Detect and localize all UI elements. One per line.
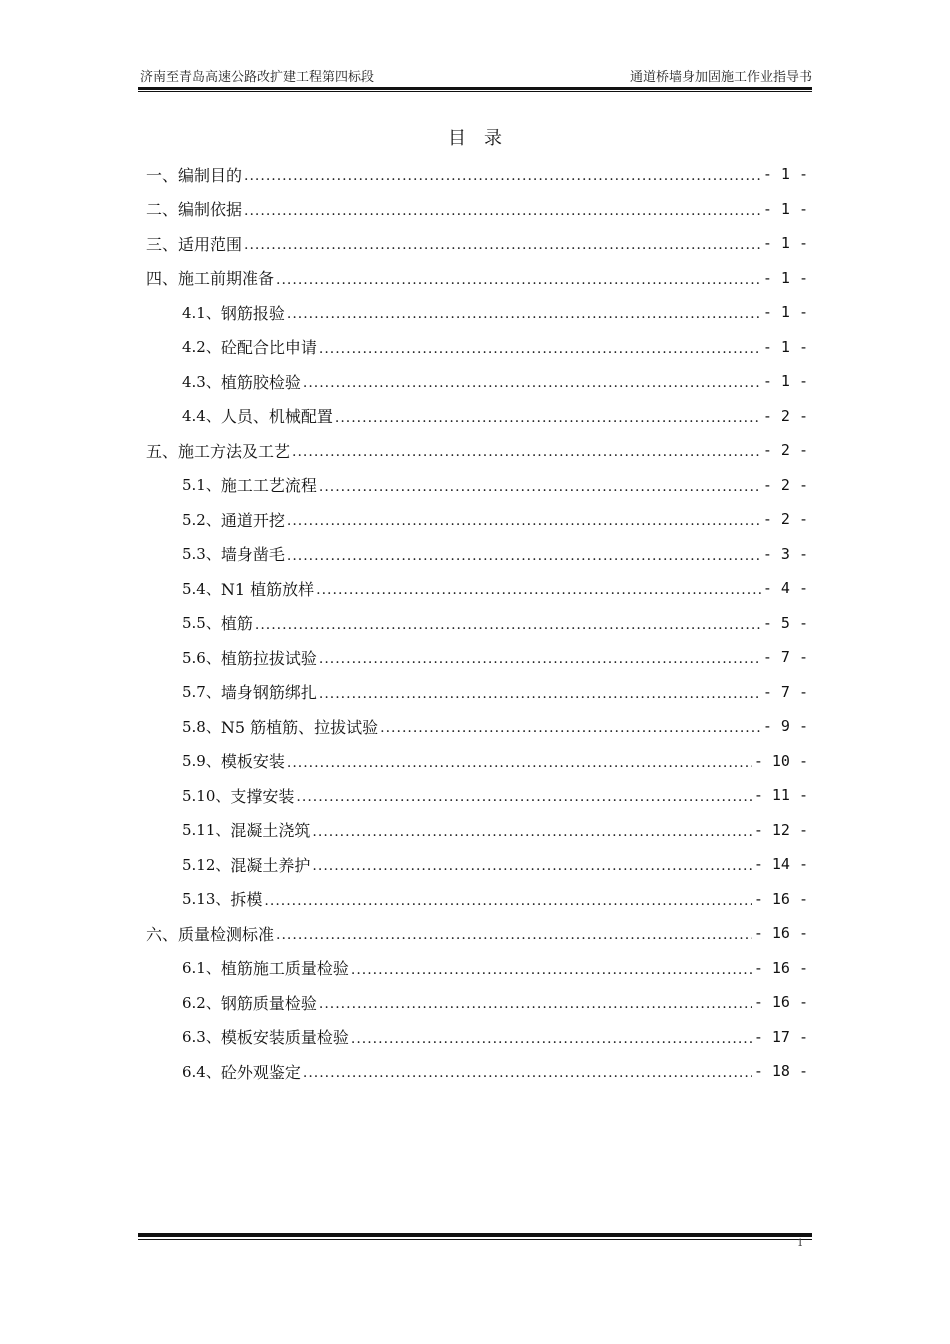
toc-entry-number: 二、 xyxy=(146,200,179,220)
toc-entry[interactable] xyxy=(146,364,808,399)
toc-entry-page: - 9 - xyxy=(762,717,808,736)
toc-entry[interactable] xyxy=(146,1020,808,1055)
toc-entry[interactable] xyxy=(146,847,808,882)
toc-dot-leader xyxy=(351,962,752,978)
toc-entry-number: 6.3、 xyxy=(182,1028,221,1047)
toc-entry-page: - 16 - xyxy=(753,993,808,1012)
toc-entry-number: 5.4、 xyxy=(182,579,221,598)
toc-entry-number: 5.6、 xyxy=(182,648,221,667)
toc-entry-number: 5.13、 xyxy=(182,890,231,909)
toc-entry[interactable] xyxy=(146,813,808,848)
toc-entry-label: 编制依据 xyxy=(178,200,243,220)
toc-entry-number: 4.4、 xyxy=(182,407,221,426)
toc-entry[interactable] xyxy=(146,295,808,330)
toc-dot-leader xyxy=(244,203,761,219)
toc-entry-label: 编制目的 xyxy=(178,165,243,185)
toc-dot-leader xyxy=(319,341,761,357)
toc-entry-label: 模板安装质量检验 xyxy=(220,1028,349,1048)
toc-dot-leader xyxy=(276,272,761,288)
toc-entry-page: - 4 - xyxy=(762,579,808,598)
toc-dot-leader xyxy=(312,858,751,874)
toc-entry[interactable] xyxy=(146,330,808,365)
toc-dot-leader xyxy=(335,410,761,426)
footer-page-number: 1 xyxy=(797,1238,804,1249)
toc-entry-label: 施工前期准备 xyxy=(178,269,275,289)
toc-entry-label: 混凝土养护 xyxy=(230,855,311,875)
toc-entry[interactable] xyxy=(146,744,808,779)
toc-entry-number: 4.2、 xyxy=(182,338,221,357)
toc-entry-page: - 16 - xyxy=(753,924,808,943)
toc-entry-label: 墙身凿毛 xyxy=(220,545,285,565)
toc-entry-number: 5.12、 xyxy=(182,855,231,874)
toc-entry-number: 4.3、 xyxy=(182,372,221,391)
toc-entry[interactable] xyxy=(146,399,808,434)
toc-entry-page: - 1 - xyxy=(762,337,808,356)
toc-entry-number: 五、 xyxy=(146,441,179,461)
toc-entry-page: - 16 - xyxy=(753,958,808,977)
header-rule-thin xyxy=(138,91,812,92)
toc-entry[interactable] xyxy=(146,640,808,675)
toc-dot-leader xyxy=(255,617,761,633)
footer-rule xyxy=(138,1233,812,1237)
toc-entry-label: 钢筋报验 xyxy=(220,303,285,323)
toc-entry-label: 植筋 xyxy=(220,614,253,634)
toc-dot-leader xyxy=(287,513,761,529)
toc-entry-page: - 1 - xyxy=(762,372,808,391)
toc-entry-label: 质量检测标准 xyxy=(178,924,275,944)
toc-entry-label: 植筋拉拔试验 xyxy=(220,648,317,668)
toc-entry-page: - 2 - xyxy=(762,441,808,460)
toc-entry-number: 5.9、 xyxy=(182,752,221,771)
toc-entry-label: 适用范围 xyxy=(178,234,243,254)
toc-entry-number: 6.2、 xyxy=(182,993,221,1012)
toc-entry-page: - 11 - xyxy=(753,786,808,805)
toc-entry[interactable] xyxy=(146,468,808,503)
toc-dot-leader xyxy=(303,1065,752,1081)
toc-entry[interactable] xyxy=(146,261,808,296)
toc-entry[interactable] xyxy=(146,778,808,813)
toc-entry-page: - 2 - xyxy=(762,475,808,494)
toc-entry-page: - 12 - xyxy=(753,820,808,839)
toc-entry-number: 5.5、 xyxy=(182,614,221,633)
toc-entry-label: N1 植筋放样 xyxy=(220,579,315,599)
toc-entry[interactable] xyxy=(146,882,808,917)
toc-entry-label: 钢筋质量检验 xyxy=(220,993,317,1013)
toc-dot-leader xyxy=(319,686,761,702)
toc-entry-page: - 1 - xyxy=(762,268,808,287)
toc-entry[interactable] xyxy=(146,709,808,744)
toc-entry-number: 四、 xyxy=(146,269,179,289)
toc-entry[interactable] xyxy=(146,916,808,951)
toc-entry-label: N5 筋植筋、拉拔试验 xyxy=(220,717,379,737)
header-document-title: 通道桥墙身加固施工作业指导书 xyxy=(629,70,812,85)
toc-entry[interactable] xyxy=(146,157,808,192)
toc-entry[interactable] xyxy=(146,192,808,227)
toc-dot-leader xyxy=(244,168,761,184)
toc-entry[interactable] xyxy=(146,537,808,572)
toc-dot-leader xyxy=(296,789,751,805)
toc-dot-leader xyxy=(303,375,761,391)
toc-dot-leader xyxy=(244,237,761,253)
toc-dot-leader xyxy=(312,824,751,840)
toc-entry-page: - 1 - xyxy=(762,199,808,218)
toc-entry-page: - 7 - xyxy=(762,648,808,667)
toc-entry[interactable] xyxy=(146,226,808,261)
toc-entry-page: - 1 - xyxy=(762,303,808,322)
toc-entry-label: 拆模 xyxy=(230,890,263,910)
toc-entry[interactable] xyxy=(146,675,808,710)
toc-dot-leader xyxy=(276,927,752,943)
toc-entry-page: - 7 - xyxy=(762,682,808,701)
toc-entry-page: - 16 - xyxy=(753,889,808,908)
toc-entry-label: 通道开挖 xyxy=(220,510,285,530)
toc-entry-number: 5.11、 xyxy=(182,821,231,840)
toc-entry-page: - 1 - xyxy=(762,234,808,253)
toc-entry-label: 砼配合比申请 xyxy=(220,338,317,358)
toc-entry-page: - 17 - xyxy=(753,1027,808,1046)
toc-dot-leader xyxy=(319,996,752,1012)
toc-entry-number: 6.1、 xyxy=(182,959,221,978)
footer-rule-thin xyxy=(138,1239,812,1240)
toc-entry[interactable] xyxy=(146,951,808,986)
page-header xyxy=(140,66,812,88)
toc-entry-page: - 3 - xyxy=(762,544,808,563)
table-of-contents xyxy=(146,157,808,1089)
toc-entry-label: 砼外观鉴定 xyxy=(220,1062,301,1082)
header-rule xyxy=(138,87,812,90)
toc-entry-page: - 18 - xyxy=(753,1062,808,1081)
toc-entry-number: 5.10、 xyxy=(182,786,231,805)
toc-entry-number: 5.3、 xyxy=(182,545,221,564)
toc-dot-leader xyxy=(319,479,761,495)
toc-title: 目录 xyxy=(448,128,520,149)
toc-entry-number: 六、 xyxy=(146,924,179,944)
toc-entry-label: 支撑安装 xyxy=(230,786,295,806)
toc-dot-leader xyxy=(287,306,761,322)
toc-entry[interactable] xyxy=(146,571,808,606)
toc-entry-label: 混凝土浇筑 xyxy=(230,821,311,841)
toc-entry-number: 5.2、 xyxy=(182,510,221,529)
toc-entry-number: 5.8、 xyxy=(182,717,221,736)
toc-dot-leader xyxy=(316,582,761,598)
header-project-title: 济南至青岛高速公路改扩建工程第四标段 xyxy=(140,70,375,85)
toc-entry-label: 施工方法及工艺 xyxy=(178,441,291,461)
toc-entry-page: - 2 - xyxy=(762,406,808,425)
toc-entry[interactable] xyxy=(146,433,808,468)
toc-entry[interactable] xyxy=(146,985,808,1020)
toc-entry-number: 6.4、 xyxy=(182,1062,221,1081)
toc-entry-page: - 2 - xyxy=(762,510,808,529)
toc-dot-leader xyxy=(292,444,761,460)
toc-entry-label: 植筋施工质量检验 xyxy=(220,959,349,979)
toc-entry-label: 人员、机械配置 xyxy=(220,407,333,427)
toc-entry-number: 5.1、 xyxy=(182,476,221,495)
toc-entry-number: 三、 xyxy=(146,234,179,254)
toc-entry-page: - 10 - xyxy=(753,751,808,770)
toc-entry[interactable] xyxy=(146,606,808,641)
toc-entry-label: 施工工艺流程 xyxy=(220,476,317,496)
toc-dot-leader xyxy=(380,720,761,736)
toc-entry-number: 4.1、 xyxy=(182,303,221,322)
toc-entry[interactable] xyxy=(146,1054,808,1089)
toc-dot-leader xyxy=(264,893,751,909)
toc-dot-leader xyxy=(351,1031,752,1047)
toc-entry-number: 一、 xyxy=(146,165,179,185)
toc-entry-page: - 1 - xyxy=(762,165,808,184)
toc-entry-label: 植筋胶检验 xyxy=(220,372,301,392)
toc-dot-leader xyxy=(287,755,752,771)
toc-entry-number: 5.7、 xyxy=(182,683,221,702)
toc-entry-page: - 14 - xyxy=(753,855,808,874)
toc-dot-leader xyxy=(319,651,761,667)
toc-entry[interactable] xyxy=(146,502,808,537)
toc-entry-label: 墙身钢筋绑扎 xyxy=(220,683,317,703)
toc-entry-page: - 5 - xyxy=(762,613,808,632)
toc-entry-label: 模板安装 xyxy=(220,752,285,772)
toc-dot-leader xyxy=(287,548,761,564)
